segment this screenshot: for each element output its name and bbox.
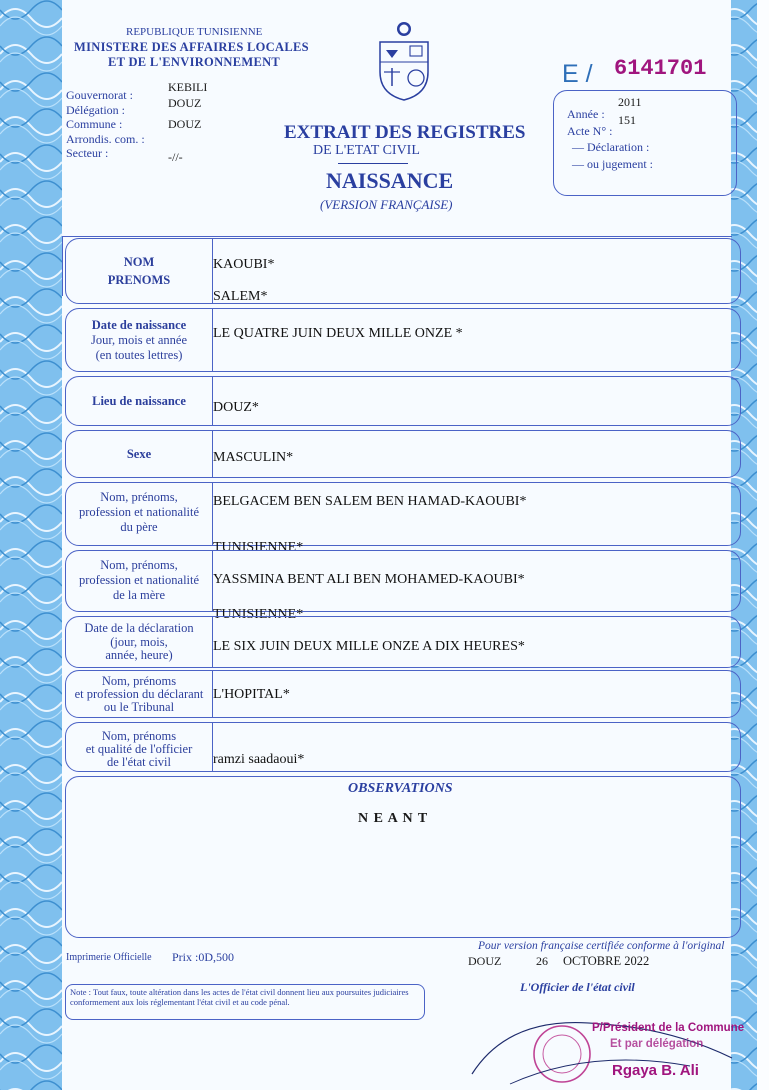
- decl-value: LE SIX JUIN DEUX MILLE ONZE A DIX HEURES*: [213, 639, 525, 654]
- pere-caption1: Nom, prénoms,: [100, 490, 178, 504]
- date-value: LE QUATRE JUIN DEUX MILLE ONZE *: [213, 326, 463, 341]
- declarant-value: L'HOPITAL*: [213, 687, 290, 702]
- ministry-line1: MINISTERE DES AFFAIRES LOCALES: [74, 40, 309, 54]
- officier-caption1: Nom, prénoms: [101, 729, 177, 743]
- observations-value: N E A N T: [358, 811, 429, 826]
- gouvernorat-label: Gouvernorat :: [66, 88, 133, 102]
- sexe-caption: Sexe: [126, 447, 152, 461]
- reference-prefix: E /: [562, 60, 593, 88]
- row-sexe: [65, 430, 741, 478]
- stamp-name: Rgaya B. Ali: [612, 1062, 699, 1079]
- form-top-line: [62, 236, 732, 237]
- month-year-value: OCTOBRE 2022: [563, 954, 650, 968]
- declarant-caption1: Nom, prénoms: [101, 674, 177, 688]
- prenoms-value: SALEM*: [213, 289, 268, 304]
- date-sub1: Jour, mois et année: [90, 333, 187, 347]
- observations-title: OBSERVATIONS: [348, 781, 453, 796]
- reference-box: [553, 90, 737, 196]
- officer-signature-label: L'Officier de l'état civil: [520, 980, 635, 994]
- mere-nationality: TUNISIENNE*: [213, 607, 304, 622]
- stamp-line1: P/Président de la Commune: [592, 1022, 745, 1034]
- decl-caption2: (jour, mois,: [110, 635, 168, 649]
- observations-box: [65, 776, 741, 938]
- certified-note: Pour version française certifiée conforme à l'original: [478, 940, 725, 952]
- republic-label: REPUBLIQUE TUNISIENNE: [126, 26, 263, 38]
- stamp-line2: Et par délégation: [610, 1038, 704, 1050]
- title-line1: EXTRAIT DES REGISTRES: [284, 122, 526, 143]
- jugement-label: — ou jugement :: [572, 157, 653, 171]
- secteur-label: Secteur :: [66, 146, 109, 160]
- row-officier: [65, 722, 741, 772]
- row-declarant: [65, 670, 741, 718]
- coat-of-arms-icon: [372, 20, 436, 102]
- form-left-line: [62, 236, 63, 296]
- row-lieu: [65, 376, 741, 426]
- ministry-line2: ET DE L'ENVIRONNEMENT: [108, 55, 281, 69]
- pere-caption3: du père: [120, 520, 158, 534]
- printer-label: Imprimerie Officielle: [66, 952, 152, 963]
- pere-nationality: TUNISIENNE*: [213, 540, 304, 555]
- title-main: NAISSANCE: [326, 168, 454, 193]
- date-sub2: (en toutes lettres): [95, 348, 183, 362]
- document-page: [62, 0, 745, 1090]
- title-divider: [338, 163, 408, 164]
- gouvernorat-value: KEBILI: [168, 80, 208, 94]
- row-date-naissance: [65, 308, 741, 372]
- place-value: DOUZ: [468, 954, 502, 968]
- decl-caption3: année, heure): [105, 648, 173, 662]
- lieu-value: DOUZ*: [213, 400, 259, 415]
- mere-caption1: Nom, prénoms,: [100, 558, 178, 572]
- legal-note-box: [65, 984, 425, 1020]
- delegation-label: Délégation :: [66, 102, 125, 117]
- reference-number: 6141701: [614, 56, 707, 81]
- mere-value: YASSMINA BENT ALI BEN MOHAMED-KAOUBI*: [213, 572, 525, 587]
- nom-value: KAOUBI*: [213, 257, 275, 272]
- price-label: Prix :0D,500: [172, 950, 235, 964]
- lieu-caption: Lieu de naissance: [92, 394, 186, 408]
- pere-caption2: profession et nationalité: [78, 505, 200, 519]
- mere-caption3: de la mère: [112, 588, 166, 602]
- declarant-caption3: ou le Tribunal: [103, 700, 175, 714]
- secteur-value: -//-: [168, 150, 183, 164]
- acte-value: 151: [618, 113, 636, 127]
- decl-caption1: Date de la déclaration: [84, 621, 194, 635]
- date-caption: Date de naissance: [91, 318, 187, 332]
- officier-caption3: de l'état civil: [106, 755, 172, 769]
- pere-value: BELGACEM BEN SALEM BEN HAMAD-KAOUBI*: [213, 494, 527, 509]
- sexe-value: MASCULIN*: [213, 450, 294, 465]
- acte-label: Acte N° :: [567, 124, 613, 138]
- declarant-caption2: et profession du déclarant: [74, 687, 204, 701]
- admin-labels: [66, 88, 145, 161]
- legal-note: Note : Tout faux, toute altération dans les actes de l'état civil donnent lieu aux poursuites judiciaires conformement aux lois réglementant l'état civil et au code pénal.: [70, 987, 409, 1007]
- officier-value: ramzi saadaoui*: [213, 752, 305, 767]
- left-security-border: [0, 0, 62, 1090]
- row-nom-prenoms: [65, 238, 741, 304]
- day-value: 26: [536, 954, 548, 968]
- row-pere: [65, 482, 741, 555]
- row-mere: [65, 550, 741, 622]
- row-declaration: [65, 616, 741, 668]
- title-version: (VERSION FRANÇAISE): [320, 197, 453, 212]
- mere-caption2: profession et nationalité: [78, 573, 200, 587]
- commune-label: Commune :: [66, 117, 123, 131]
- arrondissement-label: Arrondis. com. :: [66, 131, 145, 146]
- officier-caption2: et qualité de l'officier: [85, 742, 193, 756]
- nom-caption: NOM: [123, 255, 155, 269]
- annee-label: Année :: [567, 107, 605, 121]
- delegation-value: DOUZ: [168, 96, 202, 110]
- title-line2: DE L'ETAT CIVIL: [313, 143, 420, 158]
- prenoms-caption: PRENOMS: [107, 273, 171, 287]
- commune-value: DOUZ: [168, 117, 202, 131]
- declaration-label: — Déclaration :: [572, 140, 650, 154]
- annee-value: 2011: [618, 95, 642, 109]
